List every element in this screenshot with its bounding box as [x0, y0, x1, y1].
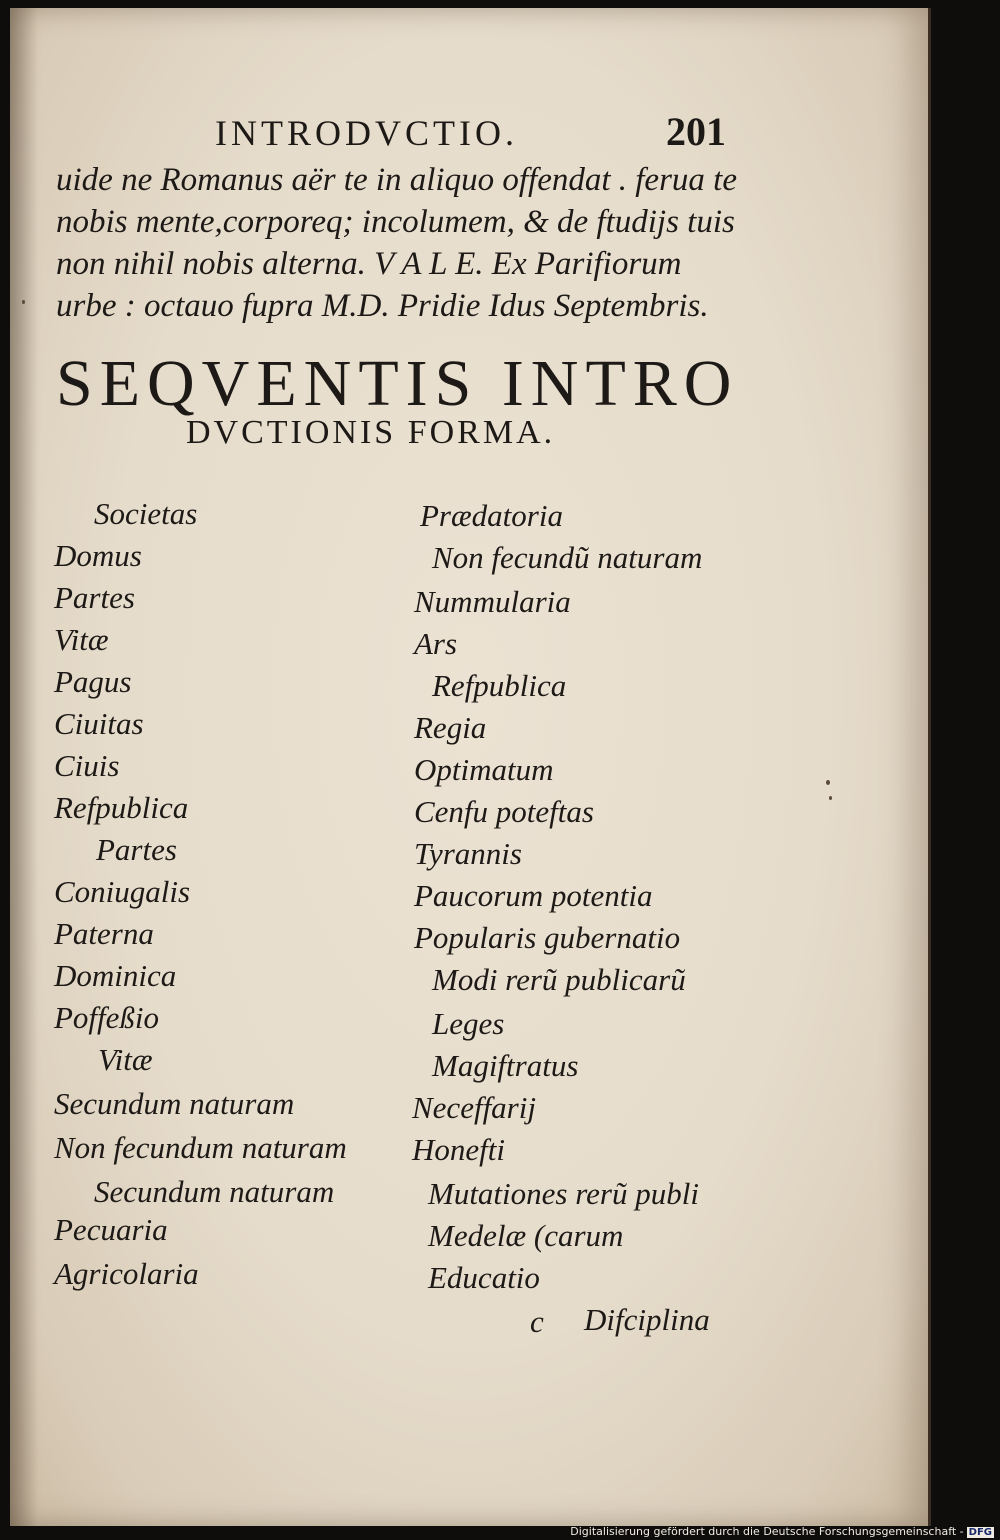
right-column-item: Neceffarij: [412, 1090, 536, 1125]
right-column-item: Cenfu poteftas: [414, 794, 594, 829]
left-column-item: Coniugalis: [54, 874, 191, 909]
left-column-item: Pagus: [54, 664, 132, 699]
left-column-item: Vitæ: [54, 622, 109, 657]
right-column-item: Medelæ (carum: [428, 1218, 624, 1253]
right-column-item: Regia: [414, 710, 487, 745]
right-column-item: Tyrannis: [414, 836, 522, 871]
right-column-item: Popularis gubernatio: [414, 920, 681, 955]
right-column-item: Non fecundũ naturam: [432, 540, 703, 575]
left-column-item: Vitæ: [98, 1042, 153, 1077]
left-column-item: Partes: [54, 580, 135, 615]
page-spine-shadow: [10, 8, 38, 1526]
left-column-item: Societas: [94, 496, 198, 531]
right-column-item: Paucorum potentia: [414, 878, 653, 913]
left-column-item: Dominica: [54, 958, 177, 993]
left-column-item: Secundum naturam: [94, 1174, 335, 1209]
left-column-item: Agricolaria: [54, 1256, 199, 1291]
left-column-item: Domus: [54, 538, 142, 573]
right-column-item: Refpublica: [432, 668, 567, 703]
right-column-item: Magiftratus: [432, 1048, 579, 1083]
right-column-item: Ars: [414, 626, 458, 661]
left-column-item: Ciuitas: [54, 706, 144, 741]
section-subheading: DVCTIONIS FORMA.: [186, 414, 556, 451]
body-line: urbe : octauo fupra M.D. Pridie Idus Septembris.: [56, 288, 709, 324]
digitization-credit: [570, 1525, 994, 1538]
paper-speck: [22, 300, 25, 304]
right-column-item: Nummularia: [414, 584, 571, 619]
left-column-item: Partes: [96, 832, 177, 867]
body-line: nobis mente,corporeq; incolumem, & de ftudijs tuis: [56, 204, 735, 240]
right-column-item: Educatio: [428, 1260, 540, 1295]
digitization-credit-text: Digitalisierung gefördert durch die Deutsche Forschungsgemeinschaft -: [570, 1525, 964, 1538]
right-column-item: Prædatoria: [420, 498, 563, 533]
section-heading: SEQVENTIS INTRO: [56, 347, 739, 420]
running-header: INTRODVCTIO.: [215, 113, 518, 153]
paper-speck: [829, 796, 832, 800]
body-line: non nihil nobis alterna. V A L E. Ex Parifiorum: [56, 246, 682, 282]
left-column-item: Refpublica: [54, 790, 189, 825]
right-column-item: Modi rerũ publicarũ: [432, 962, 686, 997]
body-line: uide ne Romanus aër te in aliquo offendat . ferua te: [56, 162, 737, 198]
right-column-item: Mutationes rerũ publi: [428, 1176, 699, 1211]
right-column-item: Honefti: [412, 1132, 505, 1167]
last-line-catchword: Difciplina: [584, 1302, 710, 1337]
signature-mark: c: [530, 1304, 544, 1339]
left-column-item: Poffeßio: [54, 1000, 160, 1035]
left-column-item: Secundum naturam: [54, 1086, 295, 1121]
left-column-item: Paterna: [54, 916, 154, 951]
left-column-item: Ciuis: [54, 748, 120, 783]
right-column-item: Optimatum: [414, 752, 554, 787]
left-column-item: Pecuaria: [54, 1212, 168, 1247]
page-number: 201: [666, 109, 726, 154]
left-column-item: Non fecundum naturam: [54, 1130, 347, 1165]
right-column-item: Leges: [432, 1006, 505, 1041]
paper-speck: [826, 780, 830, 785]
dfg-logo: DFG: [968, 1527, 992, 1538]
